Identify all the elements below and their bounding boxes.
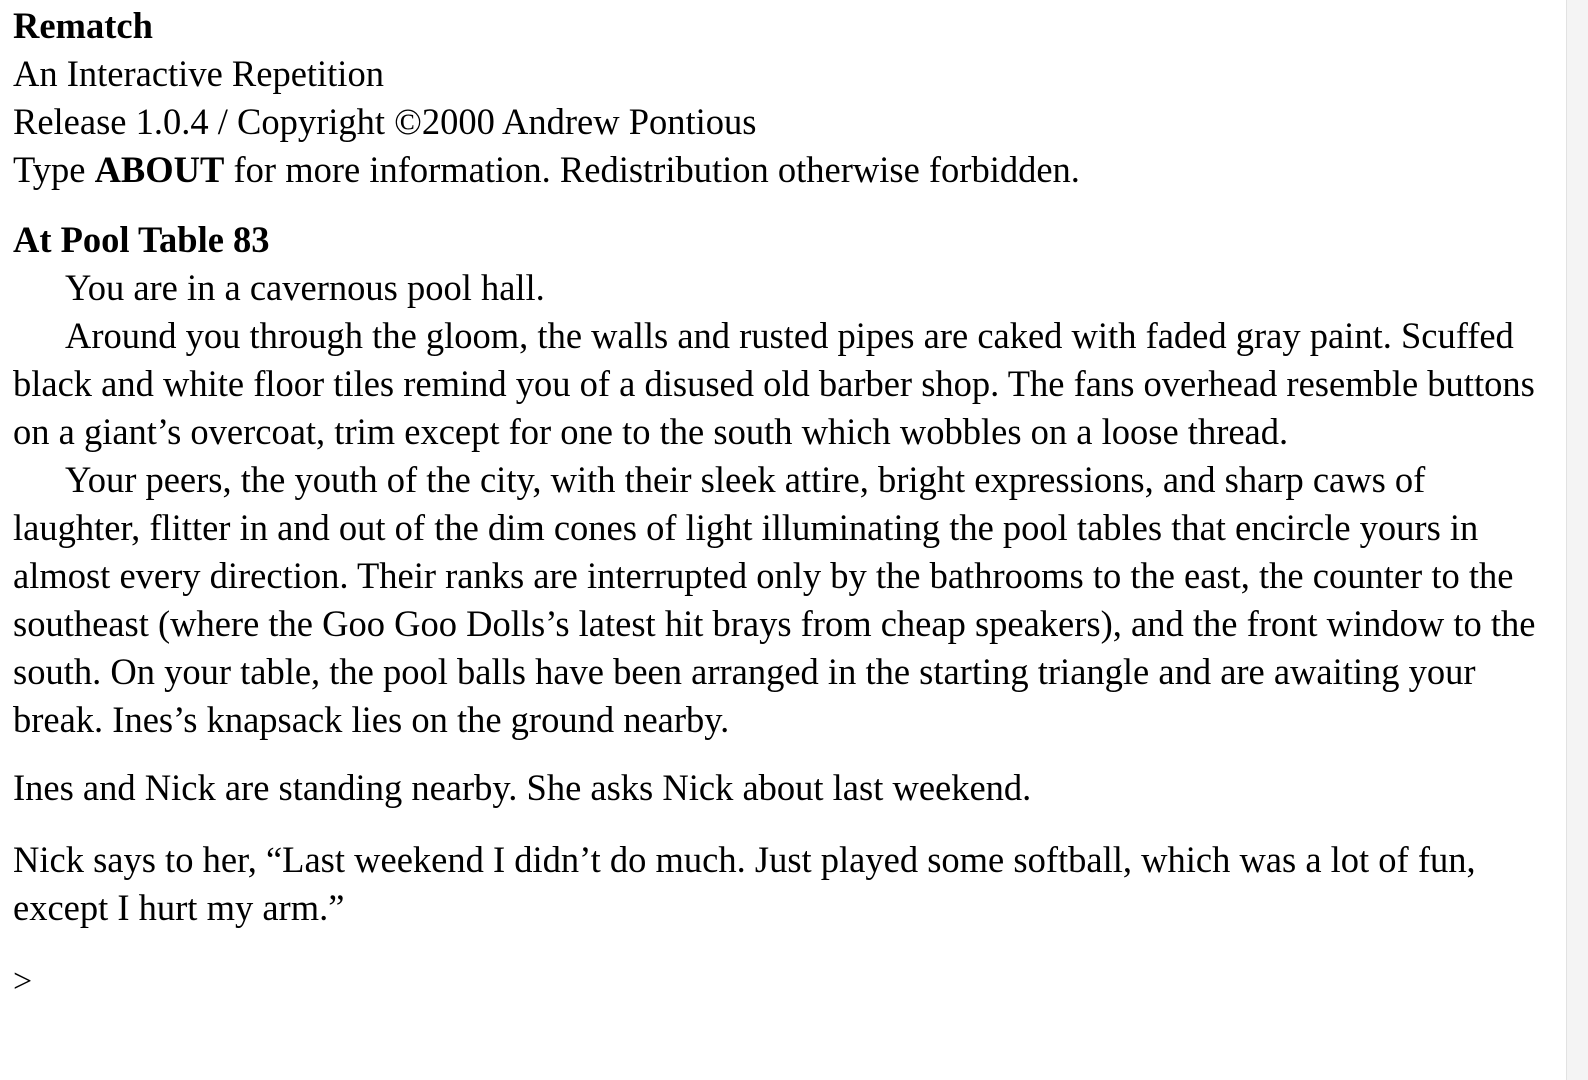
command-prompt-line [13, 958, 1553, 1006]
room-name: At Pool Table 83 [13, 219, 270, 260]
about-suffix: for more information. Redistribution otherwise forbidden. [224, 149, 1080, 190]
about-prefix: Type [13, 149, 95, 190]
about-keyword: ABOUT [94, 149, 225, 190]
room-description-peers: Your peers, the youth of the city, with their sleek attire, bright expressions, and sharp caws of laughter, flitter in and out of the dim cones of light illuminating the pool tables that encircle yours in almost every direction. Their ranks are interrupted only by the bathrooms to the east, the counter to the southeast (where the Goo Goo Dolls’s latest hit brays from cheap speakers), and the front window to the south. On your table, the pool balls have been arranged in the starting triangle and are awaiting your break. Ines’s knapsack lies on the ground nearby. [13, 459, 1536, 740]
game-subtitle: An Interactive Repetition [13, 53, 384, 94]
dialogue-text: Nick says to her, “Last weekend I didn’t do much. Just played some softball, which was a lot of fun, except I hurt my arm.” [13, 839, 1476, 928]
room-description-intro: You are in a cavernous pool hall. [65, 267, 545, 308]
about-hint [13, 146, 1553, 194]
release-info: Release 1.0.4 / Copyright ©2000 Andrew Pontious [13, 101, 757, 142]
room-description-surroundings: Around you through the gloom, the walls and rusted pipes are caked with faded gray paint. Scuffed black and white floor tiles remind you of a disused old barber shop. The fans overhead resemble buttons on a giant’s overcoat, trim except for one to the south which wobbles on a loose thread. [13, 315, 1535, 452]
prompt-symbol: > [13, 963, 33, 1000]
transcript [13, 2, 1553, 1006]
scrollbar[interactable] [1566, 0, 1588, 1080]
command-input[interactable] [36, 961, 1436, 1004]
character-presence-text: Ines and Nick are standing nearby. She asks Nick about last weekend. [13, 767, 1032, 808]
game-title: Rematch [13, 5, 153, 46]
